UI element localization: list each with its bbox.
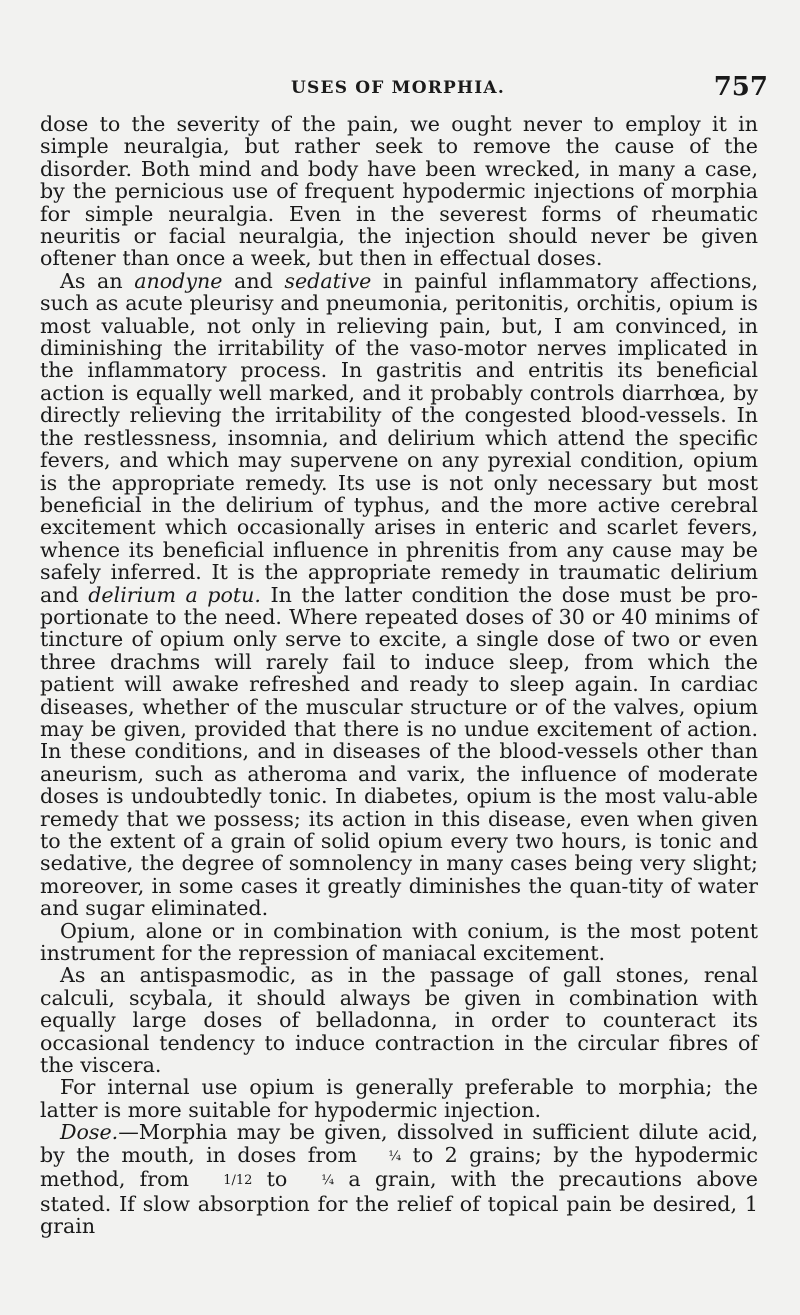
text-run: in painful inflammatory affections, such as acute pleurisy and pneumonia, peritonitis, orchitis, opium is most valuable, not only in relieving pain, but, I am convinced, in diminishing the irritability of the vaso-motor nerves implicated in the inflammatory process. In gastritis and entritis its beneficial action is equally well marked, and it probably controls diarrhœa, by directly relieving the irritability of the congested blood-vessels. In the restlessness, insomnia, and delirium which attend the specific fevers, and which may supervene on any pyrexial condition, opium is the appropriate remedy. Its use is not only necessary but most beneficial in the delirium of typhus, and the more active cerebral excitement which occasionally arises in enteric and scarlet fevers, whence its beneficial influence in phrenitis from any cause may be safely inferred. It is the appropriate remedy in traumatic delirium and xyxy=(40,268,758,607)
fraction: 1/12 xyxy=(223,1173,253,1189)
italic-text: delirium a potu. xyxy=(88,582,261,607)
fraction: ¼ xyxy=(321,1173,335,1189)
text-run: In the latter condition the dose must be pro-portionate to the need. Where repeated doses of 30 or 40 minims of tincture of opium only serve to excite, a single dose of two or even three drachms will rarely fail to induce sleep, from which the patient will awake refreshed and ready to sleep again. In cardiac diseases, whether of the muscular structure or of the valves, opium may be given, provided that there is no undue excitement of action. In these conditions, and in diseases of the blood-vessels other than aneurism, such as atheroma and varix, the influence of moderate doses is undoubtedly tonic. In diabetes, opium is the most valu-able remedy that we possess; its action in this disease, even when given to the extent of a grain of solid opium every two hours, is tonic and sedative, the degree of somnolency in many cases being very slight; moreover, in some cases it greatly diminishes the quan-tity of water and sugar eliminated. xyxy=(40,582,758,921)
page-header xyxy=(28,72,768,106)
paragraph xyxy=(40,964,758,1076)
paragraph xyxy=(40,270,758,920)
text-run: to 2 grains; by the hypodermic method, from xyxy=(40,1142,758,1192)
fraction: ¼ xyxy=(388,1148,402,1164)
text-run: and xyxy=(222,268,285,293)
text-run: For internal use opium is generally preferable to morphia; the latter is more suitable for hypodermic injection. xyxy=(40,1075,758,1122)
paragraph xyxy=(40,1076,758,1121)
page-number: 757 xyxy=(713,72,768,102)
italic-text: sedative xyxy=(284,268,372,293)
paragraph xyxy=(40,920,758,965)
italic-text: Dose. xyxy=(60,1120,119,1145)
text-run: —Morphia may be given, dissolved in sufficient dilute acid, by the mouth, in doses from xyxy=(40,1120,758,1167)
paragraph xyxy=(40,113,758,270)
running-head: USES OF MORPHIA. xyxy=(291,78,505,98)
text-run: As an xyxy=(60,268,135,293)
text-run: dose to the severity of the pain, we ought never to employ it in simple neuralgia, but rather seek to remove the cause of the disorder. Both mind and body have been wrecked, in many a case, by the pernicious use of frequent hypodermic injections of morphia for simple neuralgia. Even in the severest forms of rheumatic neuritis or facial neuralgia, the injection should never be given oftener than once a week, but then in effectual doses. xyxy=(40,112,758,271)
text-run: Opium, alone or in combination with conium, is the most potent instrument for the repression of maniacal excitement. xyxy=(40,918,758,966)
text-run: As an antispasmodic, as in the passage of gall stones, renal calculi, scybala, it should always be given in combination with equally large doses of belladonna, in order to counteract its occasional tendency to induce contraction in the circular fibres of the viscera. xyxy=(40,963,758,1078)
text-run: to xyxy=(252,1167,302,1192)
body-text xyxy=(40,113,758,1237)
text-run: a grain, with the precautions above stated. If slow absorption for the relief of topical pain be desired, 1 grain xyxy=(40,1167,758,1238)
italic-text: anodyne xyxy=(134,268,223,293)
paragraph xyxy=(40,1121,758,1237)
